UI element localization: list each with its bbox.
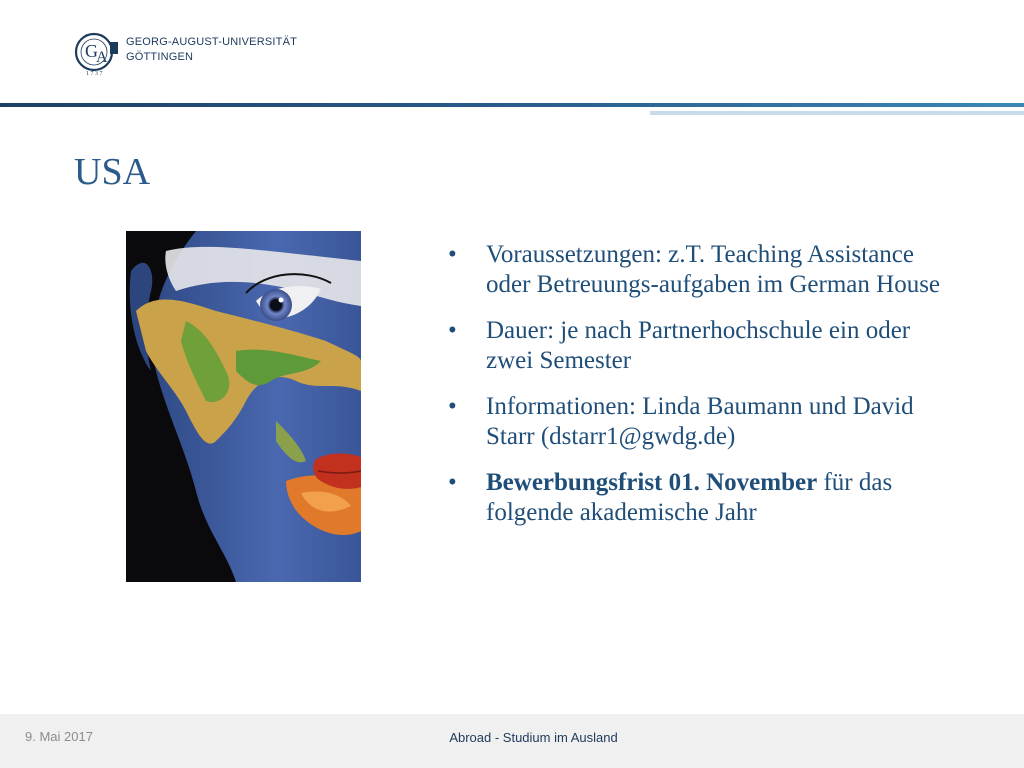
bullet-item — [445, 468, 945, 528]
bullet-deadline: Bewerbungsfrist 01. November — [486, 469, 818, 496]
university-name-line2: GÖTTINGEN — [126, 51, 194, 63]
bullet-icon: • — [448, 393, 457, 420]
svg-text:A: A — [96, 49, 108, 66]
university-seal-icon — [72, 30, 122, 78]
bullet-icon: • — [448, 241, 457, 268]
svg-text:G: G — [85, 41, 98, 61]
bullet-item — [445, 392, 945, 452]
header-divider — [0, 103, 1024, 107]
svg-text:1 7 3 7: 1 7 3 7 — [86, 71, 103, 77]
bullet-icon: • — [448, 317, 457, 344]
university-name-line1: GEORG-AUGUST-UNIVERSITÄT — [126, 36, 298, 48]
slide-title: USA — [74, 151, 151, 193]
bullet-text: für das folgende akademische Jahr — [486, 469, 893, 526]
bullet-item — [445, 316, 945, 376]
bullet-text: Dauer: je nach Partnerhochschule ein oder zwei Semester — [486, 317, 911, 374]
bullet-text: Informationen: Linda Baumann und David Starr (dstarr1@gwdg.de) — [486, 393, 914, 450]
footer-bar — [0, 714, 1024, 768]
footer-title: Abroad - Studium im Ausland — [449, 730, 618, 745]
bullet-item — [445, 240, 945, 300]
header-divider-accent — [650, 111, 1024, 115]
university-name — [126, 35, 297, 65]
bullet-icon: • — [448, 469, 457, 496]
footer-date: 9. Mai 2017 — [25, 729, 93, 744]
world-map-face-image — [126, 231, 361, 582]
bullet-list — [445, 240, 945, 544]
bullet-text: Voraussetzungen: z.T. Teaching Assistance oder Betreuungs-aufgaben im German House — [486, 241, 941, 298]
